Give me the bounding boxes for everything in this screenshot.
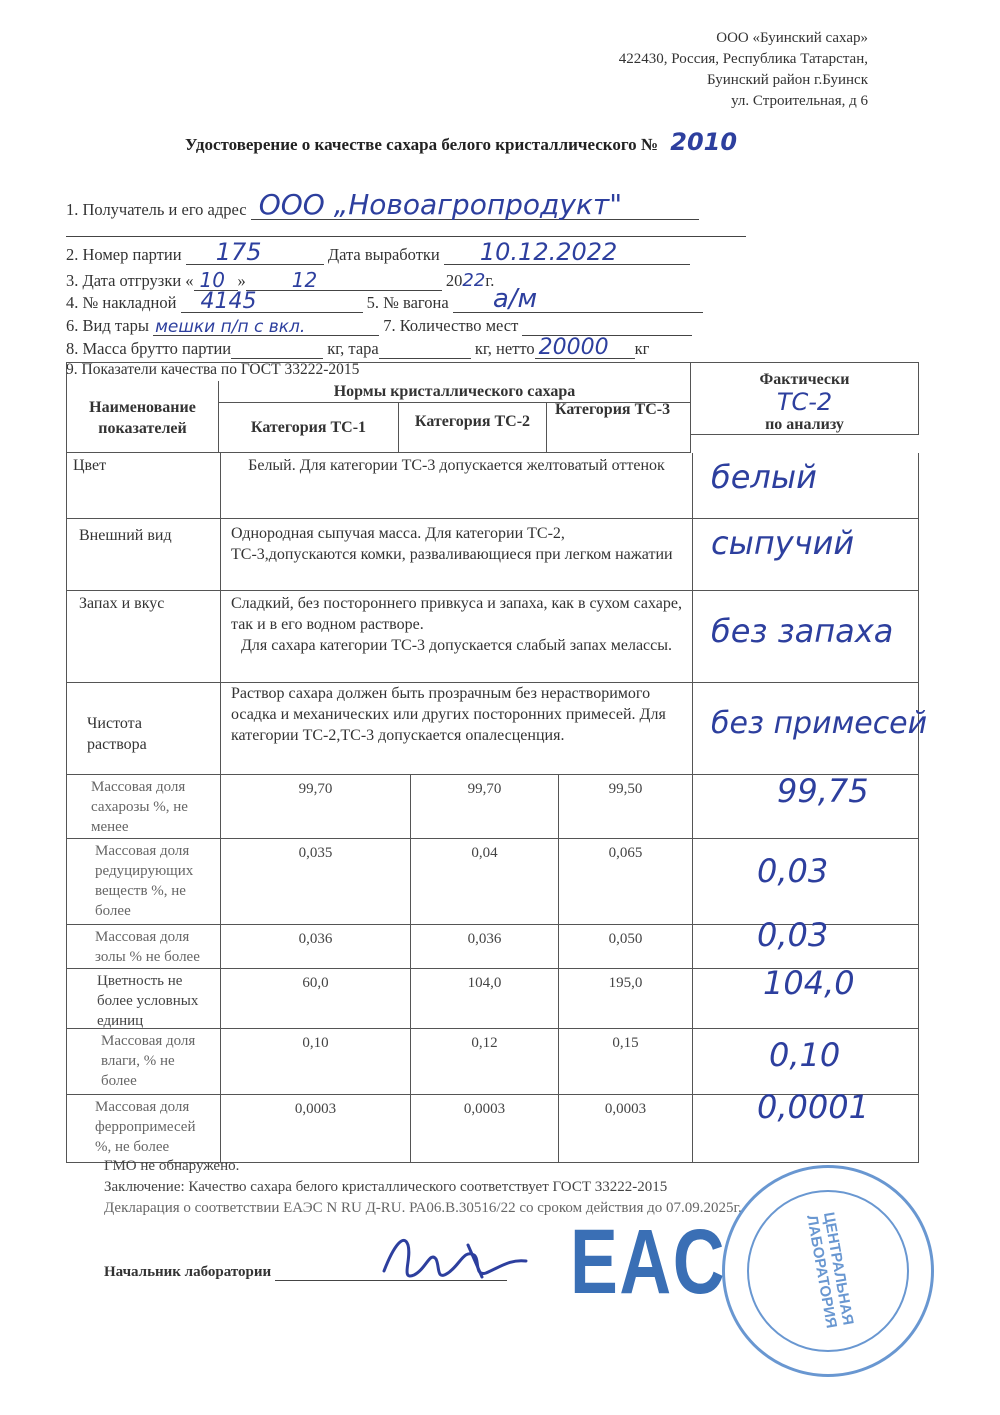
shipment-field: 3. Дата отгрузки « 10 » 12 2022г. bbox=[66, 268, 495, 292]
header-actual-bottom: по анализу bbox=[765, 416, 844, 433]
row-moisture-actual: 0,10 bbox=[693, 1029, 919, 1095]
address-line-3: ул. Строительная, д 6 bbox=[731, 93, 868, 109]
row-smell-norm-1: Сладкий, без постороннего привкуса и запаха, как в сухом сахаре, так и в его водном растворе. bbox=[231, 595, 682, 633]
indicators-label: 9. Показатели качества по ГОСТ 33222-2015 bbox=[66, 361, 360, 378]
recipient-label: 1. Получатель и его адрес bbox=[66, 200, 247, 219]
certificate-number: 2010 bbox=[670, 128, 738, 156]
row-reducing-tc2: 0,04 bbox=[411, 839, 559, 925]
row-ash-actual: 0,03 bbox=[693, 925, 919, 969]
signature bbox=[370, 1225, 540, 1295]
row-colour-units-tc3: 195,0 bbox=[559, 969, 693, 1029]
invoice-field bbox=[66, 284, 703, 314]
shipment-year-suffix: 22 bbox=[462, 270, 486, 291]
row-colour-units-tc1: 60,0 bbox=[221, 969, 411, 1029]
row-sucrose-tc3: 99,50 bbox=[559, 775, 693, 839]
row-moisture-tc3: 0,15 bbox=[559, 1029, 693, 1095]
row-ash-tc2: 0,036 bbox=[411, 925, 559, 969]
row-reducing-tc1: 0,035 bbox=[221, 839, 411, 925]
row-appearance-norm: Однородная сыпучая масса. Для категории ТС-2, ТС-3,допускаются комки, разваливающиеся при легком нажатии bbox=[221, 519, 693, 591]
row-ash-tc1: 0,036 bbox=[221, 925, 411, 969]
declaration: Декларация о соответствии ЕАЭС N RU Д-RU. РА06.В.30516/22 со сроком действия до 07.09.2025г. bbox=[104, 1200, 742, 1216]
row-moisture-tc1: 0,10 bbox=[221, 1029, 411, 1095]
header-tc1: Категория ТС-1 bbox=[219, 403, 399, 453]
places-label: 7. Количество мест bbox=[383, 316, 519, 335]
header-tc2: Категория ТС-2 bbox=[399, 403, 547, 453]
row-color-name: Цвет bbox=[67, 453, 221, 519]
gross-label: 8. Масса брутто партии bbox=[66, 339, 232, 358]
eac-mark: EAC bbox=[570, 1211, 727, 1313]
row-clarity-actual: без примесей bbox=[693, 683, 919, 775]
batch-value: 175 bbox=[215, 238, 262, 266]
certificate-title bbox=[185, 128, 737, 156]
row-color-norm: Белый. Для категории ТС-3 допускается желтоватый оттенок bbox=[221, 453, 693, 519]
row-sucrose-name: Массовая доля сахарозы %, не менее bbox=[67, 775, 221, 839]
recipient-underline bbox=[66, 236, 746, 237]
header-indicator-name: Наименование показателей bbox=[67, 381, 219, 453]
row-sucrose-tc1: 99,70 bbox=[221, 775, 411, 839]
row-appearance-name: Внешний вид bbox=[67, 519, 221, 591]
row-clarity-norm: Раствор сахара должен быть прозрачным без нерастворимого осадка и механических или других посторонних примесей. Для категории ТС-2,ТС-3 допускается опалесценция. bbox=[221, 683, 693, 775]
row-smell-norm bbox=[221, 591, 693, 683]
production-date-label: Дата выработки bbox=[327, 245, 440, 264]
shipment-day: 10 bbox=[199, 268, 225, 292]
tare-label: 6. Вид тары bbox=[66, 316, 149, 335]
row-colour-units-actual: 104,0 bbox=[693, 969, 919, 1029]
row-colour-units-tc2: 104,0 bbox=[411, 969, 559, 1029]
row-reducing-tc3: 0,065 bbox=[559, 839, 693, 925]
row-sucrose-actual: 99,75 bbox=[693, 775, 919, 839]
shipment-month: 12 bbox=[291, 268, 318, 292]
header-actual-top: Фактически bbox=[759, 371, 850, 388]
row-ferro-tc2: 0,0003 bbox=[411, 1095, 559, 1163]
laboratory-stamp bbox=[722, 1165, 934, 1377]
row-ferro-tc1: 0,0003 bbox=[221, 1095, 411, 1163]
tare-field bbox=[66, 316, 692, 336]
lab-head-label: Начальник лаборатории bbox=[104, 1264, 272, 1280]
invoice-value: 4145 bbox=[200, 289, 257, 314]
conclusion: Заключение: Качество сахара белого кристаллического соответствует ГОСТ 33222-2015 bbox=[104, 1179, 668, 1195]
row-moisture-name: Массовая доля влаги, % не более bbox=[67, 1029, 221, 1095]
kg-label: кг bbox=[634, 339, 650, 358]
gmo-note: ГМО не обнаружено. bbox=[104, 1158, 240, 1174]
kg-tare-label: кг, тара bbox=[327, 339, 379, 358]
shipment-year-prefix: 20 bbox=[445, 271, 463, 290]
certificate-title-text: Удостоверение о качестве сахара белого кристаллического № bbox=[185, 135, 659, 154]
company-address bbox=[619, 28, 868, 112]
row-reducing-actual: 0,03 bbox=[693, 839, 919, 925]
batch-label: 2. Номер партии bbox=[66, 245, 182, 264]
row-ash-tc3: 0,050 bbox=[559, 925, 693, 969]
shipment-label: 3. Дата отгрузки « bbox=[66, 271, 194, 290]
row-clarity-name: Чистота раствора bbox=[67, 683, 221, 775]
row-ash-name: Массовая доля золы % не более bbox=[67, 925, 221, 969]
row-moisture-tc2: 0,12 bbox=[411, 1029, 559, 1095]
row-ferro-tc3: 0,0003 bbox=[559, 1095, 693, 1163]
invoice-label: 4. № накладной bbox=[66, 293, 177, 312]
wagon-label: 5. № вагона bbox=[366, 293, 449, 312]
quality-table bbox=[66, 362, 928, 1163]
header-norms: Нормы кристаллического сахара bbox=[219, 381, 691, 403]
row-smell-actual: без запаха bbox=[693, 591, 919, 683]
row-colour-units-name: Цветность не более условных единиц bbox=[67, 969, 221, 1029]
batch-field bbox=[66, 238, 690, 266]
address-line-1: 422430, Россия, Республика Татарстан, bbox=[618, 51, 868, 67]
row-smell-norm-2: Для сахара категории ТС-3 допускается слабый запах мелассы. bbox=[241, 637, 672, 654]
mass-field bbox=[66, 335, 650, 360]
net-value: 20000 bbox=[538, 335, 609, 360]
row-ferro-actual: 0,0001 bbox=[693, 1095, 919, 1163]
header-tc3: Категория ТС-3 bbox=[547, 395, 691, 453]
header-actual bbox=[691, 363, 919, 435]
header-actual-grade: ТС-2 bbox=[776, 388, 833, 416]
row-smell-name: Запах и вкус bbox=[67, 591, 221, 683]
row-ferro-name: Массовая доля ферропримесей %, не более bbox=[67, 1095, 221, 1163]
company-name: ООО «Буинский сахар» bbox=[716, 30, 868, 46]
row-sucrose-tc2: 99,70 bbox=[411, 775, 559, 839]
address-line-2: Буинский район г.Буинск bbox=[707, 72, 868, 88]
wagon-value: а/м bbox=[492, 284, 538, 314]
recipient-field bbox=[66, 188, 699, 221]
production-date-value: 10.12.2022 bbox=[479, 238, 618, 266]
row-color-actual: белый bbox=[693, 453, 919, 519]
kg-net-label: кг, нетто bbox=[474, 339, 535, 358]
row-appearance-actual: сыпучий bbox=[693, 519, 919, 591]
row-reducing-name: Массовая доля редуцирующих веществ %, не более bbox=[67, 839, 221, 925]
recipient-value: ООО „Новоагропродукт" bbox=[258, 188, 623, 221]
tare-value: мешки п/п с вкл. bbox=[155, 317, 306, 337]
stamp-text: ЦЕНТРАЛЬНАЯ ЛАБОРАТОРИЯ bbox=[803, 1210, 857, 1330]
